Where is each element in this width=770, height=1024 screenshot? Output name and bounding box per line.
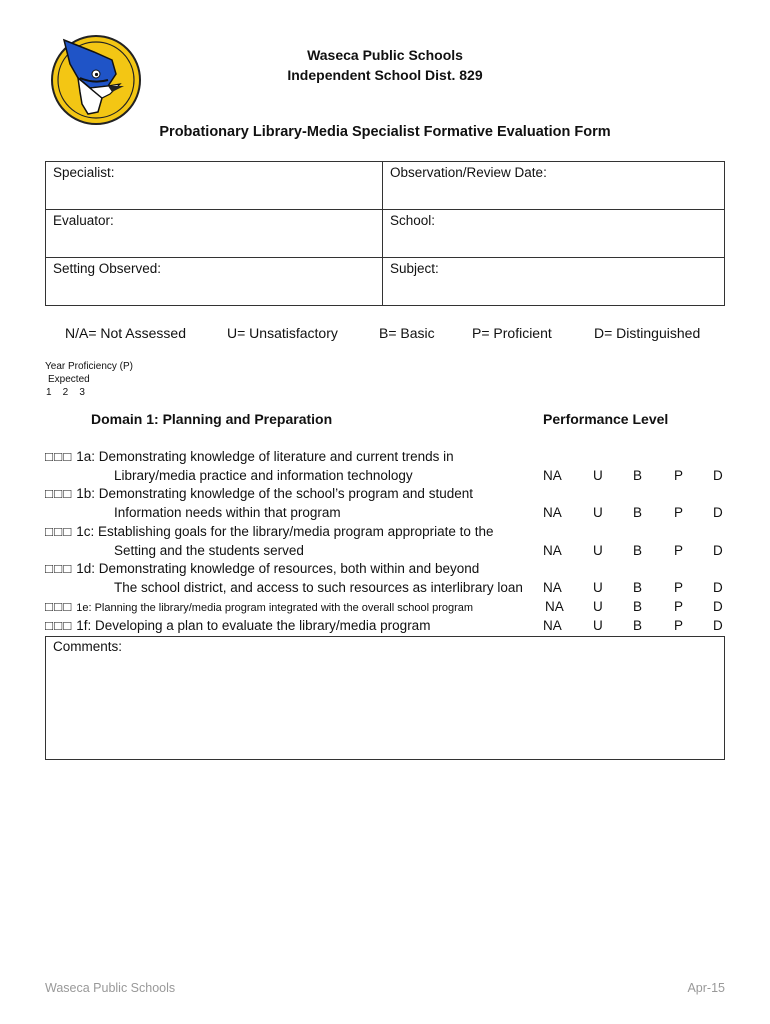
level-u[interactable]: U bbox=[593, 580, 603, 595]
comments-box[interactable] bbox=[45, 636, 725, 760]
info-table bbox=[45, 161, 725, 306]
item-1d-text: 1d: Demonstrating knowledge of resources, both within and beyond bbox=[76, 561, 480, 576]
school-field[interactable]: School: bbox=[383, 210, 725, 258]
level-d[interactable]: D bbox=[713, 580, 723, 595]
year-expected-label: Expected bbox=[48, 374, 90, 385]
item-1f bbox=[45, 618, 430, 633]
level-b[interactable]: B bbox=[633, 580, 643, 595]
district-name: Waseca Public Schools bbox=[307, 47, 463, 63]
footer-right: Apr-15 bbox=[687, 981, 725, 995]
legend-b: B= Basic bbox=[379, 325, 435, 341]
item-1d-line2: The school district, and access to such resources as interlibrary loan bbox=[114, 580, 523, 595]
item-1c bbox=[45, 524, 493, 539]
level-p[interactable]: P bbox=[674, 505, 684, 520]
item-1a-line2: Library/media practice and information technology bbox=[114, 468, 413, 483]
level-d[interactable]: D bbox=[713, 599, 723, 614]
item-1e-text: 1e: Planning the library/media program integrated with the overall school program bbox=[76, 602, 474, 614]
item-1f-checkboxes[interactable]: □□□ bbox=[45, 618, 73, 633]
level-d[interactable]: D bbox=[713, 543, 723, 558]
item-1b-text: 1b: Demonstrating knowledge of the school’s program and student bbox=[76, 486, 473, 501]
level-u[interactable]: U bbox=[593, 505, 603, 520]
item-1c-text: 1c: Establishing goals for the library/media program appropriate to the bbox=[76, 524, 494, 539]
level-p[interactable]: P bbox=[674, 543, 684, 558]
item-1f-text: 1f: Developing a plan to evaluate the library/media program bbox=[76, 618, 431, 633]
subject-field[interactable]: Subject: bbox=[383, 258, 725, 306]
level-d[interactable]: D bbox=[713, 618, 723, 633]
level-na[interactable]: NA bbox=[543, 580, 562, 595]
legend-u: U= Unsatisfactory bbox=[227, 325, 338, 341]
item-1e bbox=[45, 599, 473, 614]
item-1b-checkboxes[interactable]: □□□ bbox=[45, 486, 73, 501]
legend-d: D= Distinguished bbox=[594, 325, 701, 341]
item-1d-checkboxes[interactable]: □□□ bbox=[45, 561, 73, 576]
level-u[interactable]: U bbox=[593, 468, 603, 483]
year-proficiency-label: Year Proficiency (P) bbox=[45, 361, 133, 372]
level-u[interactable]: U bbox=[593, 618, 603, 633]
item-1a-text: 1a: Demonstrating knowledge of literature and current trends in bbox=[76, 449, 454, 464]
performance-level-header: Performance Level bbox=[543, 411, 669, 427]
comments-label: Comments: bbox=[53, 639, 123, 654]
item-1e-checkboxes[interactable]: □□□ bbox=[45, 599, 73, 614]
level-na[interactable]: NA bbox=[543, 505, 562, 520]
level-u[interactable]: U bbox=[593, 543, 603, 558]
legend-p: P= Proficient bbox=[472, 325, 552, 341]
level-d[interactable]: D bbox=[713, 505, 723, 520]
item-1d bbox=[45, 561, 479, 576]
specialist-field[interactable]: Specialist: bbox=[46, 162, 383, 210]
item-1a-checkboxes[interactable]: □□□ bbox=[45, 449, 73, 464]
evaluator-field[interactable]: Evaluator: bbox=[46, 210, 383, 258]
form-title: Probationary Library-Media Specialist Formative Evaluation Form bbox=[159, 124, 611, 140]
district-number: Independent School Dist. 829 bbox=[287, 67, 483, 83]
level-na[interactable]: NA bbox=[543, 468, 562, 483]
level-p[interactable]: P bbox=[674, 580, 684, 595]
item-1c-checkboxes[interactable]: □□□ bbox=[45, 524, 73, 539]
level-p[interactable]: P bbox=[674, 599, 684, 614]
item-1c-line2: Setting and the students served bbox=[114, 543, 304, 558]
level-b[interactable]: B bbox=[633, 505, 643, 520]
observation-date-field[interactable]: Observation/Review Date: bbox=[383, 162, 725, 210]
footer-left: Waseca Public Schools bbox=[45, 981, 176, 995]
level-na[interactable]: NA bbox=[543, 543, 562, 558]
legend-na: N/A= Not Assessed bbox=[65, 325, 187, 341]
domain-title: Domain 1: Planning and Preparation bbox=[91, 411, 333, 427]
level-p[interactable]: P bbox=[674, 468, 684, 483]
level-d[interactable]: D bbox=[713, 468, 723, 483]
setting-observed-field[interactable]: Setting Observed: bbox=[46, 258, 383, 306]
level-b[interactable]: B bbox=[633, 599, 643, 614]
level-na[interactable]: NA bbox=[543, 618, 562, 633]
level-b[interactable]: B bbox=[633, 543, 643, 558]
level-u[interactable]: U bbox=[593, 599, 603, 614]
level-b[interactable]: B bbox=[633, 618, 643, 633]
level-na[interactable]: NA bbox=[545, 599, 564, 614]
item-1b bbox=[45, 486, 473, 501]
item-1a bbox=[45, 449, 454, 464]
level-p[interactable]: P bbox=[674, 618, 684, 633]
year-numbers: 1 2 3 bbox=[46, 387, 85, 398]
level-b[interactable]: B bbox=[633, 468, 643, 483]
item-1b-line2: Information needs within that program bbox=[114, 505, 341, 520]
